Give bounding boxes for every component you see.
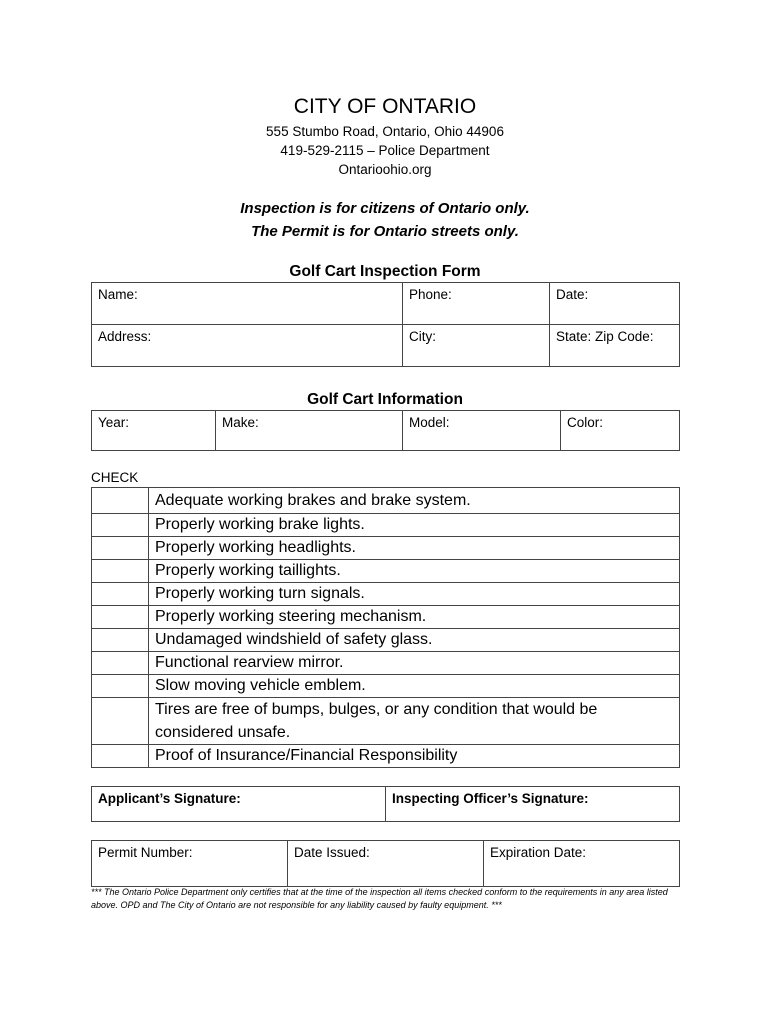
color-field[interactable]	[561, 411, 680, 451]
cart-info-title: Golf Cart Information	[307, 391, 463, 408]
checkbox-windshield[interactable]	[92, 629, 149, 652]
name-field[interactable]	[92, 283, 403, 325]
officer-signature-label: Inspecting Officer’s Signature:	[392, 791, 589, 806]
checkbox-emblem[interactable]	[92, 675, 149, 698]
officer-signature-field[interactable]	[386, 787, 680, 822]
check-item: Properly working steering mechanism.	[149, 606, 680, 629]
check-label: CHECK	[91, 470, 139, 485]
date-issued-label: Date Issued:	[294, 845, 370, 860]
liability-footnote: *** The Ontario Police Department only certifies that at the time of the inspection all items checked conform to the requirements in any area listed above. OPD and The City of Ontario are not responsible for any liability caused by faulty equipment. ***	[91, 887, 668, 910]
phone-line: 419-529-2115 – Police Department	[280, 143, 490, 158]
checkbox-turn-signals[interactable]	[92, 583, 149, 606]
make-label: Make:	[222, 415, 259, 430]
permit-number-label: Permit Number:	[98, 845, 193, 860]
check-item: Proof of Insurance/Financial Responsibility	[149, 745, 680, 768]
checkbox-tires[interactable]	[92, 698, 149, 745]
form-title: Golf Cart Inspection Form	[289, 263, 481, 280]
check-item: Tires are free of bumps, bulges, or any condition that would be considered unsafe.	[149, 698, 680, 745]
check-item: Slow moving vehicle emblem.	[149, 675, 680, 698]
color-label: Color:	[567, 415, 604, 430]
city-label: City:	[409, 329, 436, 344]
state-zip-label: State: Zip Code:	[556, 329, 654, 344]
applicant-table	[91, 282, 680, 367]
website: Ontarioohio.org	[338, 162, 432, 177]
expiration-date-label: Expiration Date:	[490, 845, 587, 860]
year-field[interactable]	[92, 411, 216, 451]
check-item: Undamaged windshield of safety glass.	[149, 629, 680, 652]
name-label: Name:	[98, 287, 138, 302]
signature-table	[91, 786, 680, 822]
checklist-table	[91, 487, 680, 768]
checkbox-insurance[interactable]	[92, 745, 149, 768]
permit-number-field[interactable]	[92, 841, 288, 887]
year-label: Year:	[98, 415, 130, 430]
check-item: Properly working turn signals.	[149, 583, 680, 606]
notice-citizens: Inspection is for citizens of Ontario only.	[240, 200, 530, 217]
expiration-date-field[interactable]	[484, 841, 680, 887]
cart-info-table	[91, 410, 680, 451]
address-label: Address:	[98, 329, 152, 344]
date-field[interactable]	[550, 283, 680, 325]
check-item: Functional rearview mirror.	[149, 652, 680, 675]
model-label: Model:	[409, 415, 450, 430]
date-label: Date:	[556, 287, 589, 302]
check-item: Adequate working brakes and brake system.	[149, 488, 680, 514]
notice-streets: The Permit is for Ontario streets only.	[251, 223, 519, 240]
street-address: 555 Stumbo Road, Ontario, Ohio 44906	[266, 124, 504, 139]
model-field[interactable]	[403, 411, 561, 451]
applicant-signature-field[interactable]	[92, 787, 386, 822]
permit-table	[91, 840, 680, 887]
checkbox-mirror[interactable]	[92, 652, 149, 675]
checkbox-headlights[interactable]	[92, 537, 149, 560]
city-title: CITY OF ONTARIO	[293, 95, 477, 118]
make-field[interactable]	[216, 411, 403, 451]
checkbox-brake-lights[interactable]	[92, 514, 149, 537]
checkbox-taillights[interactable]	[92, 560, 149, 583]
address-field[interactable]	[92, 325, 403, 367]
state-zip-field[interactable]	[550, 325, 680, 367]
check-item: Properly working taillights.	[149, 560, 680, 583]
phone-field[interactable]	[403, 283, 550, 325]
checkbox-steering[interactable]	[92, 606, 149, 629]
applicant-signature-label: Applicant’s Signature:	[98, 791, 241, 806]
checkbox-brakes[interactable]	[92, 488, 149, 514]
city-field[interactable]	[403, 325, 550, 367]
phone-label: Phone:	[409, 287, 452, 302]
date-issued-field[interactable]	[288, 841, 484, 887]
check-item: Properly working headlights.	[149, 537, 680, 560]
check-item: Properly working brake lights.	[149, 514, 680, 537]
